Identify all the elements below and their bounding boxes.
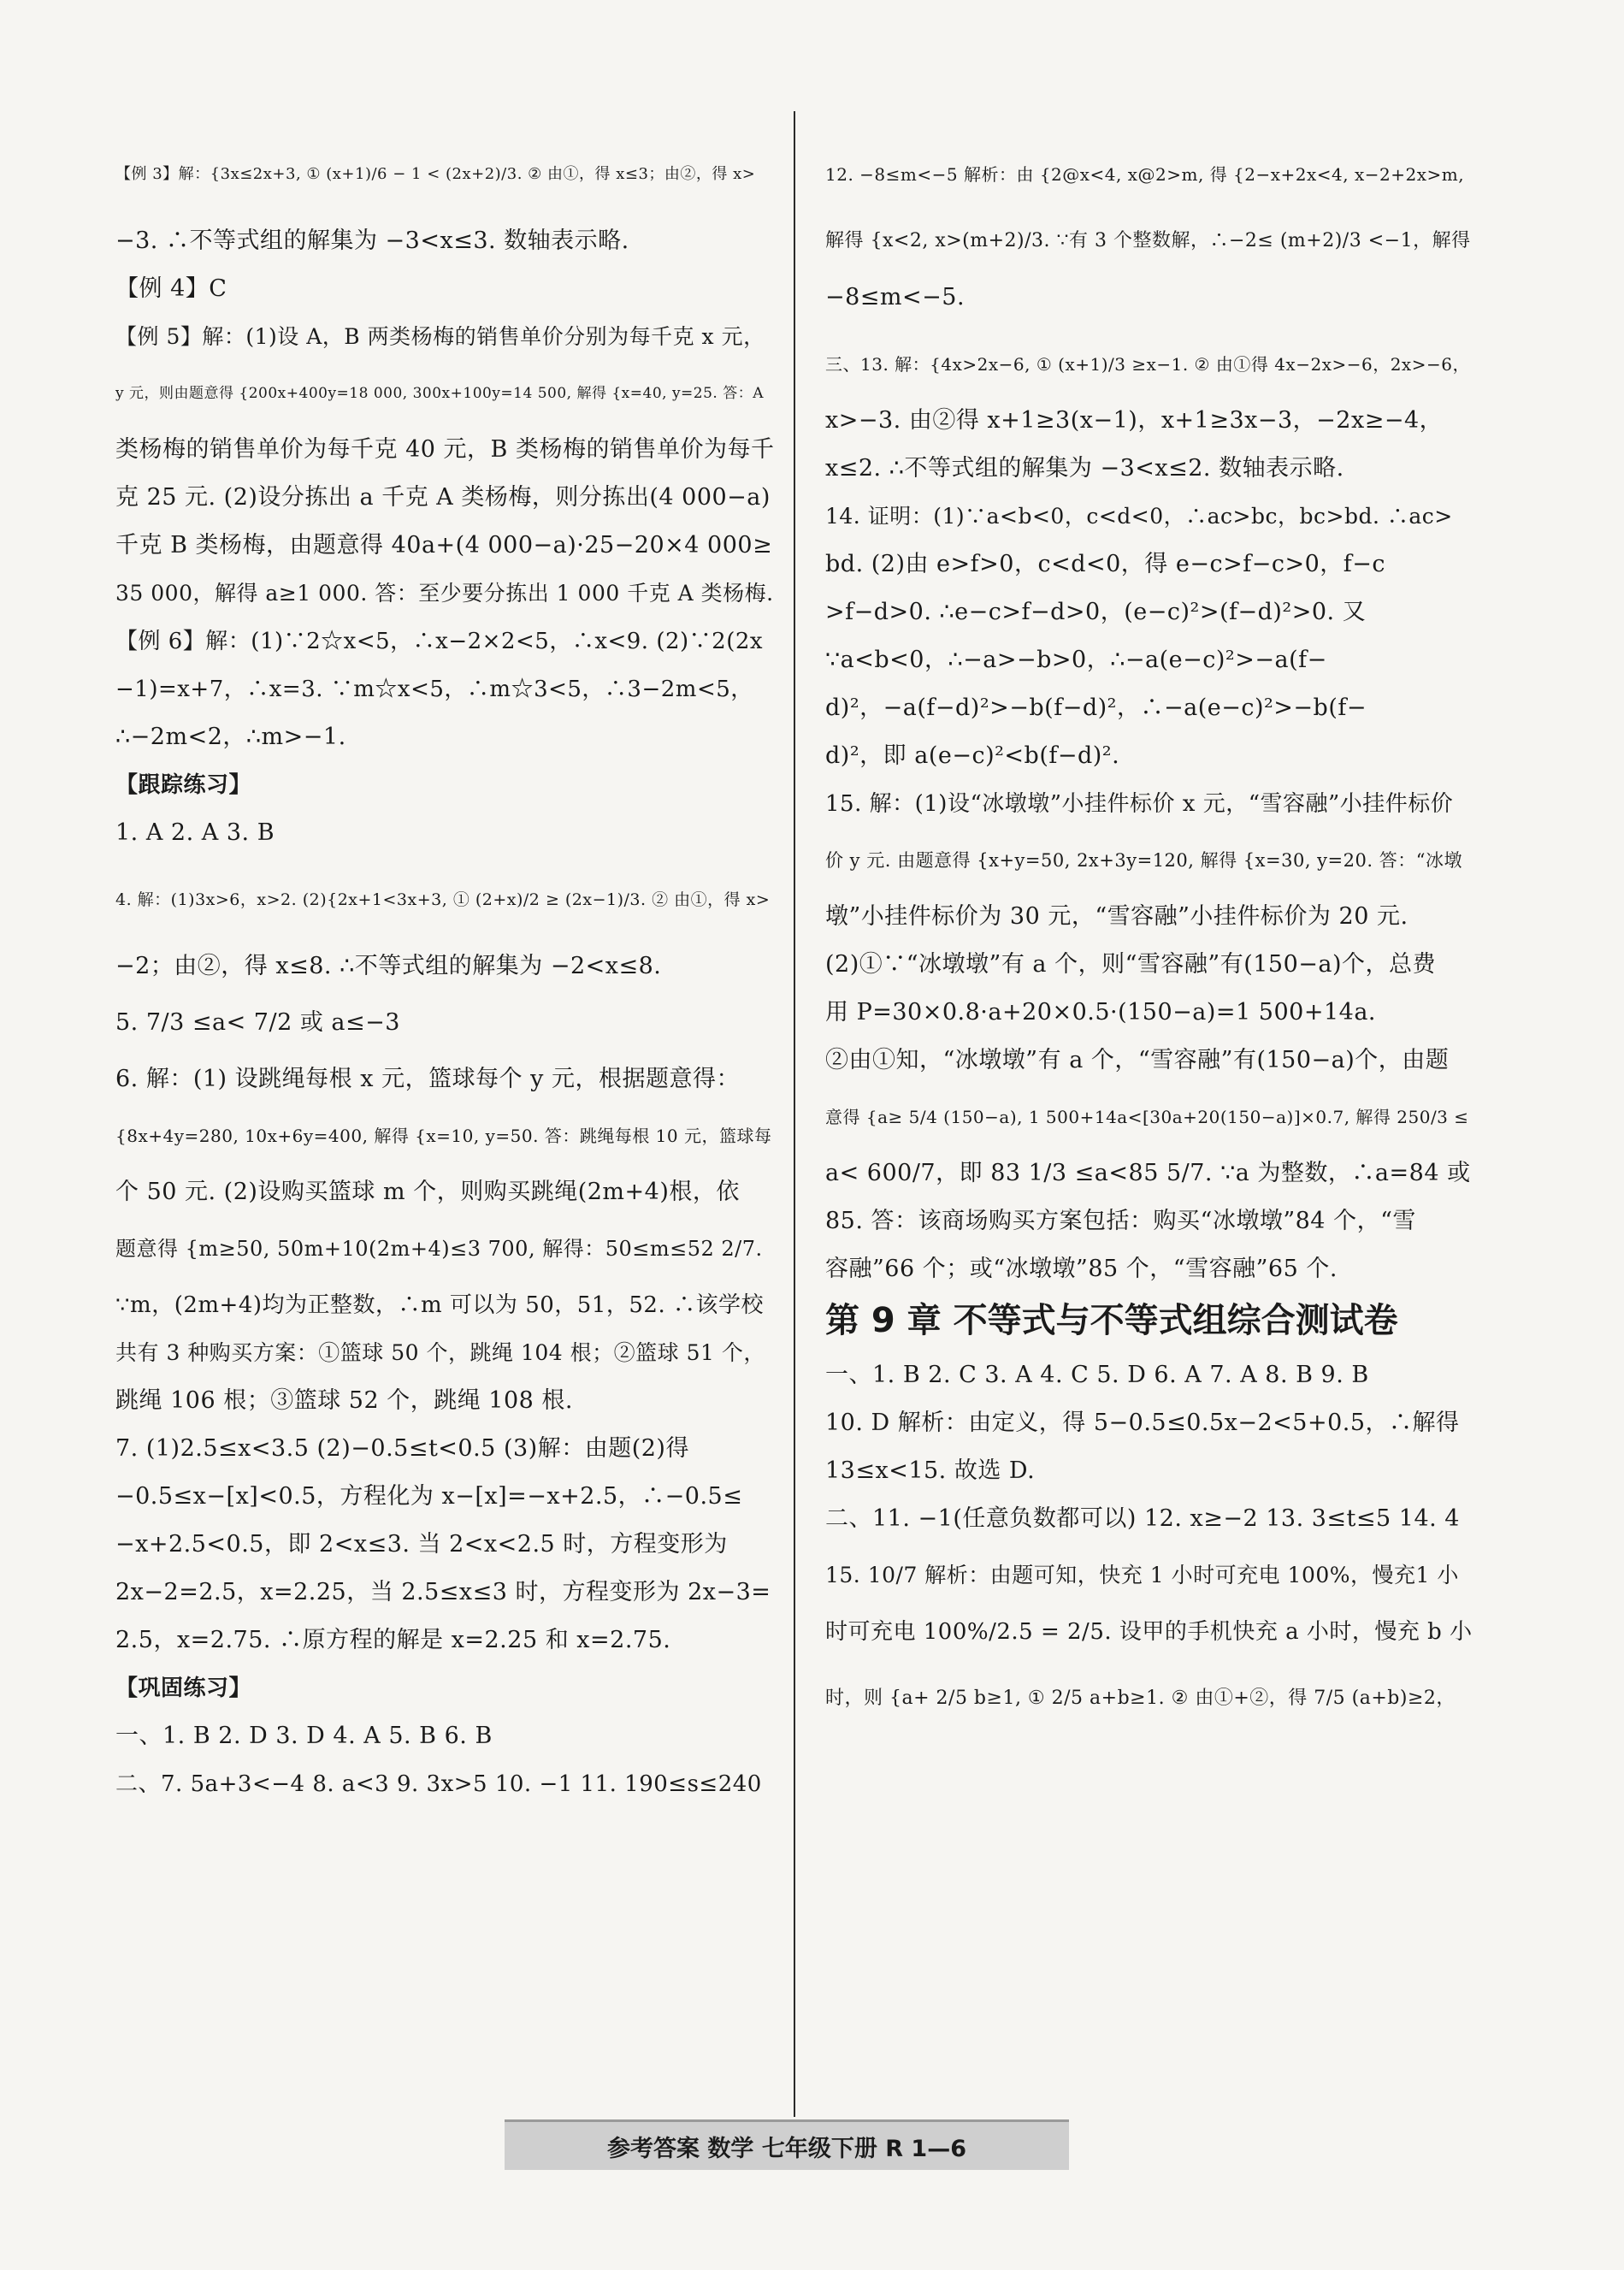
- text-line: x>−3. 由②得 x+1≥3(x−1)，x+1≥3x−3，−2x≥−4，: [825, 407, 1444, 434]
- text-line: a< 600/7，即 83 1/3 ≤a<85 5/7. ∵a 为整数，∴a=84 或: [825, 1160, 1471, 1186]
- page-footer: 参考答案 数学 七年级下册 R 1—6: [505, 2119, 1069, 2170]
- text-line: 4. 解：(1)3x>6，x>2. (2){2x+1<3x+3, ① (2+x)/2 ≥ (2x−1)/3. ② 由①，得 x>: [115, 890, 771, 909]
- text-line: 时可充电 100%/2.5 = 2/5. 设甲的手机快充 a 小时，慢充 b 小: [825, 1619, 1473, 1645]
- text-line: x≤2. ∴不等式组的解集为 −3<x≤2. 数轴表示略.: [825, 455, 1344, 482]
- text-line: bd. (2)由 e>f>0，c<d<0，得 e−c>f−c>0，f−c: [825, 551, 1385, 577]
- text-line: 15. 解：(1)设“冰墩墩”小挂件标价 x 元，“雪容融”小挂件标价: [825, 791, 1454, 817]
- text-line: {8x+4y=280, 10x+6y=400, 解得 {x=10, y=50. 答：跳绳每根 10 元，篮球每: [115, 1126, 772, 1146]
- text-line: 35 000，解得 a≥1 000. 答：至少要分拣出 1 000 千克 A 类杨梅.: [115, 581, 774, 606]
- text-line: ∴−2m<2，∴m>−1.: [115, 724, 346, 750]
- text-line: ∵m，(2m+4)均为正整数，∴m 可以为 50，51，52. ∴该学校: [115, 1292, 764, 1318]
- text-line: 解得 {x<2, x>(m+2)/3. ∵有 3 个整数解，∴−2≤ (m+2)/3 <−1，解得: [825, 230, 1471, 251]
- text-line: 【例 6】解：(1)∵2☆x<5，∴x−2×2<5，∴x<9. (2)∵2(2x: [115, 629, 764, 654]
- text-line: 【例 3】解：{3x≤2x+3, ① (x+1)/6 − 1 < (2x+2)/3. ② 由①，得 x≤3；由②，得 x>: [115, 165, 756, 183]
- text-line: 10. D 解析：由定义，得 5−0.5≤0.5x−2<5+0.5，∴解得: [825, 1410, 1460, 1436]
- text-line: 5. 7/3 ≤a< 7/2 或 a≤−3: [115, 1009, 400, 1036]
- text-line: d)²，−a(f−d)²>−b(f−d)²，∴−a(e−c)²>−b(f−: [825, 695, 1367, 721]
- text-line: ②由①知，“冰墩墩”有 a 个，“雪容融”有(150−a)个，由题: [825, 1047, 1450, 1073]
- text-line: 时，则 {a+ 2/5 b≥1, ① 2/5 a+b≥1. ② 由①+②，得 7/5 (a+b)≥2，: [825, 1688, 1456, 1709]
- text-line: 1. A 2. A 3. B: [115, 819, 275, 846]
- text-line: −2；由②，得 x≤8. ∴不等式组的解集为 −2<x≤8.: [115, 953, 662, 979]
- text-line: 13≤x<15. 故选 D.: [825, 1457, 1036, 1484]
- text-line: 个 50 元. (2)设购买篮球 m 个，则购买跳绳(2m+4)根，依: [115, 1179, 740, 1205]
- text-line: 三、13. 解：{4x>2x−6, ① (x+1)/3 ≥x−1. ② 由①得 4x−2x>−6，2x>−6，: [825, 354, 1470, 375]
- text-line: y 元，则由题意得 {200x+400y=18 000, 300x+100y=14 500, 解得 {x=40, y=25. 答：A: [115, 385, 765, 402]
- section-heading: 【跟踪练习】: [115, 772, 252, 798]
- text-line: (2)①∵“冰墩墩”有 a 个，则“雪容融”有(150−a)个，总费: [825, 951, 1437, 978]
- text-line: 一、1. B 2. C 3. A 4. C 5. D 6. A 7. A 8. B 9. B: [825, 1362, 1369, 1388]
- column-divider: [794, 111, 795, 2117]
- text-line: −1)=x+7，∴x=3. ∵m☆x<5，∴m☆3<5，∴3−2m<5，: [115, 677, 753, 702]
- text-line: 克 25 元. (2)设分拣出 a 千克 A 类杨梅，则分拣出(4 000−a): [115, 484, 771, 511]
- text-line: 【例 4】C: [115, 275, 227, 302]
- right-column: [825, 128, 1475, 1716]
- text-line: −0.5≤x−[x]<0.5，方程化为 x−[x]=−x+2.5，∴−0.5≤: [115, 1483, 743, 1510]
- text-line: 2x−2=2.5，x=2.25，当 2.5≤x≤3 时，方程变形为 2x−3=: [115, 1579, 771, 1605]
- text-line: 类杨梅的销售单价为每千克 40 元，B 类杨梅的销售单价为每千: [115, 436, 775, 463]
- text-line: 容融”66 个；或“冰墩墩”85 个，“雪容融”65 个.: [825, 1256, 1338, 1282]
- text-line: 题意得 {m≥50, 50m+10(2m+4)≤3 700, 解得：50≤m≤52 2/7.: [115, 1237, 763, 1261]
- text-line: 85. 答：该商场购买方案包括：购买“冰墩墩”84 个，“雪: [825, 1208, 1416, 1234]
- text-line: 【例 5】解：(1)设 A，B 两类杨梅的销售单价分别为每千克 x 元，: [115, 324, 765, 349]
- text-line: ∵a<b<0，∴−a>−b>0，∴−a(e−c)²>−a(f−: [825, 647, 1327, 673]
- text-line: 共有 3 种购买方案：①篮球 50 个，跳绳 104 根；②篮球 51 个，: [115, 1340, 765, 1365]
- text-line: 跳绳 106 根；③篮球 52 个，跳绳 108 根.: [115, 1387, 574, 1414]
- text-line: 价 y 元. 由题意得 {x+y=50, 2x+3y=120, 解得 {x=30, y=20. 答：“冰墩: [825, 850, 1462, 871]
- text-line: 一、1. B 2. D 3. D 4. A 5. B 6. B: [115, 1723, 493, 1749]
- text-line: 二、11. −1(任意负数都可以) 12. x≥−2 13. 3≤t≤5 14. 4: [825, 1505, 1460, 1532]
- text-line: 2.5，x=2.75. ∴原方程的解是 x=2.25 和 x=2.75.: [115, 1627, 671, 1653]
- chapter-title: 第 9 章 不等式与不等式组综合测试卷: [825, 1301, 1398, 1340]
- text-line: −x+2.5<0.5，即 2<x≤3. 当 2<x<2.5 时，方程变形为: [115, 1531, 728, 1558]
- text-line: 二、7. 5a+3<−4 8. a<3 9. 3x>5 10. −1 11. 190≤s≤240: [115, 1771, 762, 1797]
- text-line: 12. −8≤m<−5 解析：由 {2@x<4, x@2>m, 得 {2−x+2x<4, x−2+2x>m,: [825, 164, 1465, 185]
- text-line: 千克 B 类杨梅，由题意得 40a+(4 000−a)·25−20×4 000≥: [115, 532, 773, 559]
- text-line: −8≤m<−5.: [825, 284, 966, 310]
- text-line: 用 P=30×0.8·a+20×0.5·(150−a)=1 500+14a.: [825, 999, 1376, 1026]
- text-line: 6. 解：(1) 设跳绳每根 x 元，篮球每个 y 元，根据题意得：: [115, 1066, 740, 1092]
- section-heading: 【巩固练习】: [115, 1676, 252, 1701]
- left-column: [115, 128, 774, 1801]
- text-line: 意得 {a≥ 5/4 (150−a), 1 500+14a<[30a+20(150−a)]×0.7, 解得 250/3 ≤: [825, 1107, 1469, 1127]
- text-line: −3. ∴不等式组的解集为 −3<x≤3. 数轴表示略.: [115, 228, 629, 254]
- text-line: 墩”小挂件标价为 30 元，“雪容融”小挂件标价为 20 元.: [825, 903, 1408, 930]
- text-line: 14. 证明：(1)∵a<b<0，c<d<0，∴ac>bc，bc>bd. ∴ac>: [825, 504, 1453, 529]
- text-line: 7. (1)2.5≤x<3.5 (2)−0.5≤t<0.5 (3)解：由题(2)得: [115, 1435, 689, 1462]
- text-line: d)²，即 a(e−c)²<b(f−d)².: [825, 742, 1120, 769]
- text-line: >f−d>0. ∴e−c>f−d>0，(e−c)²>(f−d)²>0. 又: [825, 599, 1367, 625]
- text-line: 15. 10/7 解析：由题可知，快充 1 小时可充电 100%，慢充1 小: [825, 1563, 1459, 1587]
